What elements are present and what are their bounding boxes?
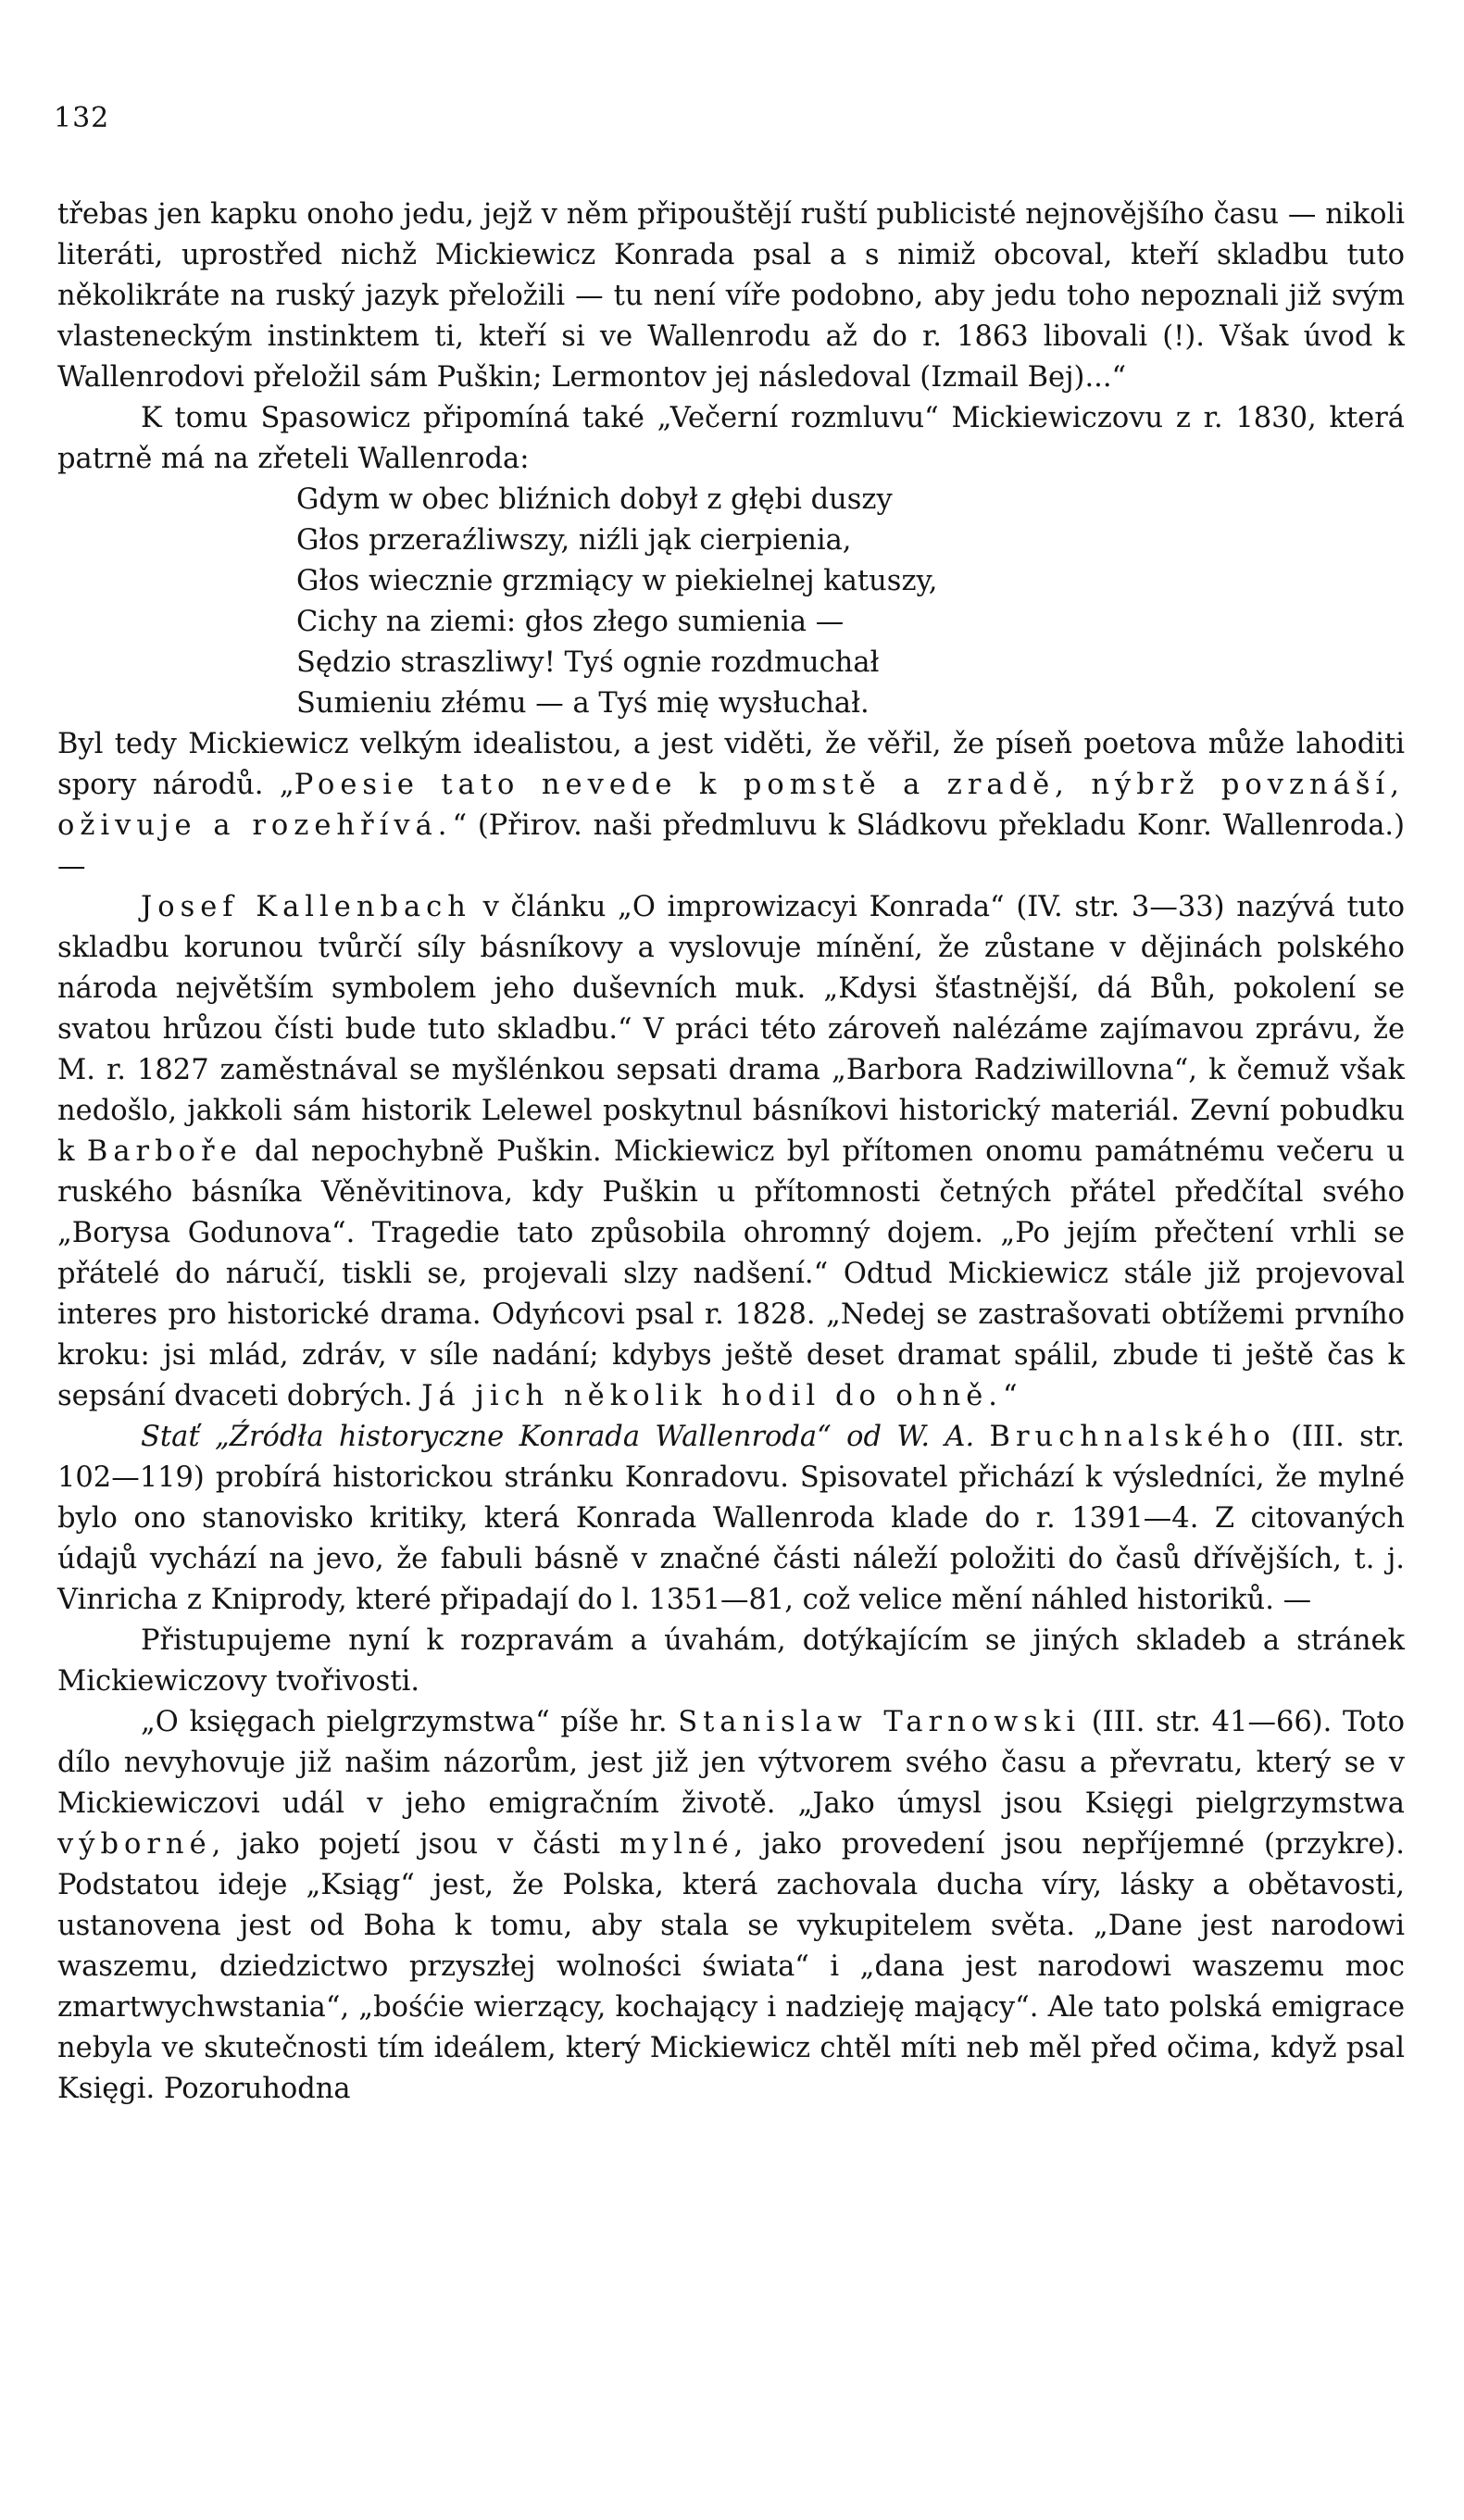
text-run: Byl tedy Mickiewicz velkým idealistou, a jest viděti, že věřil, že píseň poetova může lahoditi spory národů. „ xyxy=(57,728,1405,801)
author-name: Stanislaw Tarnowski xyxy=(678,1706,1082,1738)
text-run: “ xyxy=(1002,1380,1018,1412)
paragraph-idealist xyxy=(57,724,1405,887)
poem-line: Sędzio straszliwy! Tyś ognie rozdmuchał xyxy=(296,646,880,679)
paragraph-transition: Přistupujeme nyní k rozpravám a úvahám, dotýkajícím se jiných skladeb a stránek Mickiewiczovy tvořivosti. xyxy=(57,1624,1405,1698)
poem-line: Głos przeraźliwszy, niźli jąk cierpienia, xyxy=(296,524,852,557)
paragraph-spasowicz: K tomu Spasowicz připomíná také „Večerní rozmluvu“ Mickiewiczovu z r. 1830, která patrně má na zřeteli Wallenroda: xyxy=(57,402,1405,475)
text-run: dal nepochybně Puškin. Mickiewicz byl přítomen onomu památnému večeru u ruského básníka Věněvitinova, kdy Puškin u přítomnosti četných přátel předčítal svého „Borysa Godunova“. Tragedie tato způsobila ohromný dojem. „Po jejím přečtení vrhli se přátelé do náručí, tiskli se, projevali slzy nadšení.“ Odtud Mickiewicz stále již projevoval interes pro historické drama. Odyńcovi psal r. 1828. „Nedej se zastrašovati obtížemi prvního kroku: jsi mlád, zdráv, v síle nadání; kdybys ještě deset dramat spálil, zbude ti ještě čas k sepsání dvaceti dobrých. xyxy=(57,1135,1405,1412)
poem-line: Cichy na ziemi: głos złego sumienia — xyxy=(296,606,845,638)
paragraph-bruchnalski xyxy=(57,1417,1405,1621)
text-run: (III. str. 102—119) probírá historickou stránku Konradovu. Spisovatel přichází k výsledníci, že mylné bylo ono stanovisko kritiky, která Konrada Wallenroda klade do r. 1391—4. Z citovaných údajů vychází na jevo, že fabuli básně v značné části náleží položiti do časů dřívějších, t. j. Vinricha z Kniprody, které připadají do l. 1351—81, což velice mění náhled historiků. — xyxy=(57,1421,1405,1616)
poem-quotation xyxy=(296,480,1405,724)
body-text xyxy=(57,194,1405,2110)
author-name: Josef Kallenbach xyxy=(141,891,471,923)
emphasized-text: výborné xyxy=(57,1828,212,1861)
text-run: , jako provedení jsou nepříjemné (przykre). Podstatou ideje „Ksiąg“ jest, že Polska, která zachovala ducha víry, lásky a obětavosti, ustanovena jest od Boha k tomu, aby stala se vykupitelem světa. „Dane jest narodowi waszemu, dziedzictwo przyszłej wolności świata“ i „dana jest narodowi waszemu moc zmartwychwstania“, „bośćie wierzący, kochający i nadzieję mający“. Ale tato polská emigrace nebyla ve skutečnosti tím ideálem, který Mickiewicz chtěl míti neb měl před očima, když psal Księgi. Pozoruhodna xyxy=(57,1828,1406,2105)
emphasized-text: Barboře xyxy=(86,1135,243,1168)
emphasized-text: mylné xyxy=(619,1828,734,1861)
poem-line: Gdym w obec bliźnich dobył z głębi duszy xyxy=(296,483,893,516)
emphasized-text: Poesie tato nevede k pomstě a zradě, nýbrž povznáší, oživuje a rozehřívá. xyxy=(57,769,1405,842)
paragraph-quote-end: třebas jen kapku onoho jedu, jejž v něm připouštějí ruští publicisté nejnovějšího času — nikoli literáti, uprostřed nichž Mickiewicz Konrada psal a s nimiž obcoval, kteří skladbu tuto několikráte na ruský jazyk přeložili — tu není víře podobno, aby jedu toho nepoznali již svým vlasteneckým instinktem ti, kteří si ve Wallenrodu až do r. 1863 libovali (!). Však úvod k Wallenrodovi přeložil sám Puškin; Lermontov jej následoval (Izmail Bej)...“ xyxy=(57,198,1405,394)
page-number: 132 xyxy=(54,102,110,134)
text-run: „O księgach pielgrzymstwa“ píše hr. xyxy=(141,1706,679,1738)
text-run: “ (Přirov. naši předmluvu k Sládkovu překladu Konr. Wallenroda.) — xyxy=(57,809,1405,883)
author-name: Bruchnalského xyxy=(989,1421,1276,1453)
paragraph-tarnowski xyxy=(57,1702,1405,2110)
text-run: (III. str. 41—66). Toto dílo nevyhovuje již našim názorům, jest již jen výtvorem svého času a převratu, který se v Mickiewiczovi udál v jeho emigračním životě. „Jako úmysl jsou Księgi pielgrzymstwa xyxy=(57,1706,1405,1820)
poem-line: Głos wiecznie grzmiący w piekielnej katuszy, xyxy=(296,565,938,597)
emphasized-text: Já jich několik hodil do ohně. xyxy=(421,1380,1003,1412)
text-run: Stať „Źródła historyczne Konrada Wallenroda“ od W. A. xyxy=(141,1421,990,1453)
text-run: v článku „O improwizacyi Konrada“ (IV. str. 3—33) nazývá tuto skladbu korunou tvůrčí síly básníkovy a vyslovuje mínění, že zůstane v dějinách polského národa největším symbolem jeho duševních muk. „Kdysi šťastnější, dá Bůh, pokolení se svatou hrůzou čísti bude tuto skladbu.“ V práci této zároveň nalézáme zajímavou zprávu, že M. r. 1827 zaměstnával se myšlénkou sepsati drama „Barbora Radziwillovna“, k čemuž však nedošlo, jakkoli sám historik Lelewel poskytnul básníkovi historický materiál. Zevní pobudku k xyxy=(57,891,1406,1168)
paragraph-kallenbach xyxy=(57,887,1405,1417)
text-run: , jako pojetí jsou v části xyxy=(211,1828,620,1861)
poem-line: Sumieniu złému — a Tyś mię wysłuchał. xyxy=(296,687,870,720)
